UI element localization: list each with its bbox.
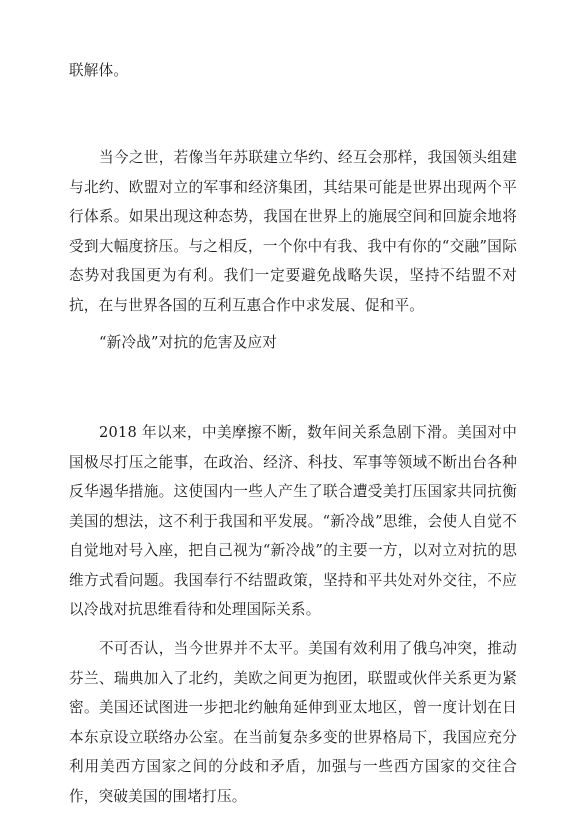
paragraph-us-china-friction: 2018 年以来，中美摩擦不断，数年间关系急剧下滑。美国对中国极尽打压之能事，在政治、经济、科技、军事等领域不断出台各种反华遏华措施。这使国内一些人产生了联合遭受美打压国家共同抗衡美国的想法，这不利于我国和平发展。“新冷战”思维，会使人自觉不自觉地对号入座，把自己视为“新冷战”的主要一方，以对立对抗的思维方式看问题。我国奉行不结盟政策，坚持和平共处对外交往，不应以冷战对抗思维看待和处理国际关系。 xyxy=(69,424,517,618)
section-heading: “新冷战”对抗的危害及应对 xyxy=(99,334,278,351)
paragraph-world-not-peaceful: 不可否认，当今世界并不太平。美国有效利用了俄乌冲突，推动芬兰、瑞典加入了北约，美欧之间更为抱团，联盟或伙伴关系更为紧密。美国还试图进一步把北约触角延伸到亚太地区，曾一度计划在日本东京设立联络办公室。在当前复杂多变的世界格局下，我国应充分利用美西方国家之间的分歧和矛盾，加强与一些西方国家的交往合作，突破美国的围堵打压。 xyxy=(69,640,517,805)
paragraph-continuation: 联解体。 xyxy=(69,62,129,79)
paragraph-parallel-systems: 当今之世，若像当年苏联建立华约、经互会那样，我国领头组建与北约、欧盟对立的军事和经济集团，其结果可能是世界出现两个平行体系。如果出现这种态势，我国在世界上的施展空间和回旋余地将受到大幅度挤压。与之相反，一个你中有我、我中有你的“交融”国际态势对我国更为有利。我们一定要避免战略失误，坚持不结盟不对抗，在与世界各国的互利互惠合作中求发展、促和平。 xyxy=(69,149,517,314)
